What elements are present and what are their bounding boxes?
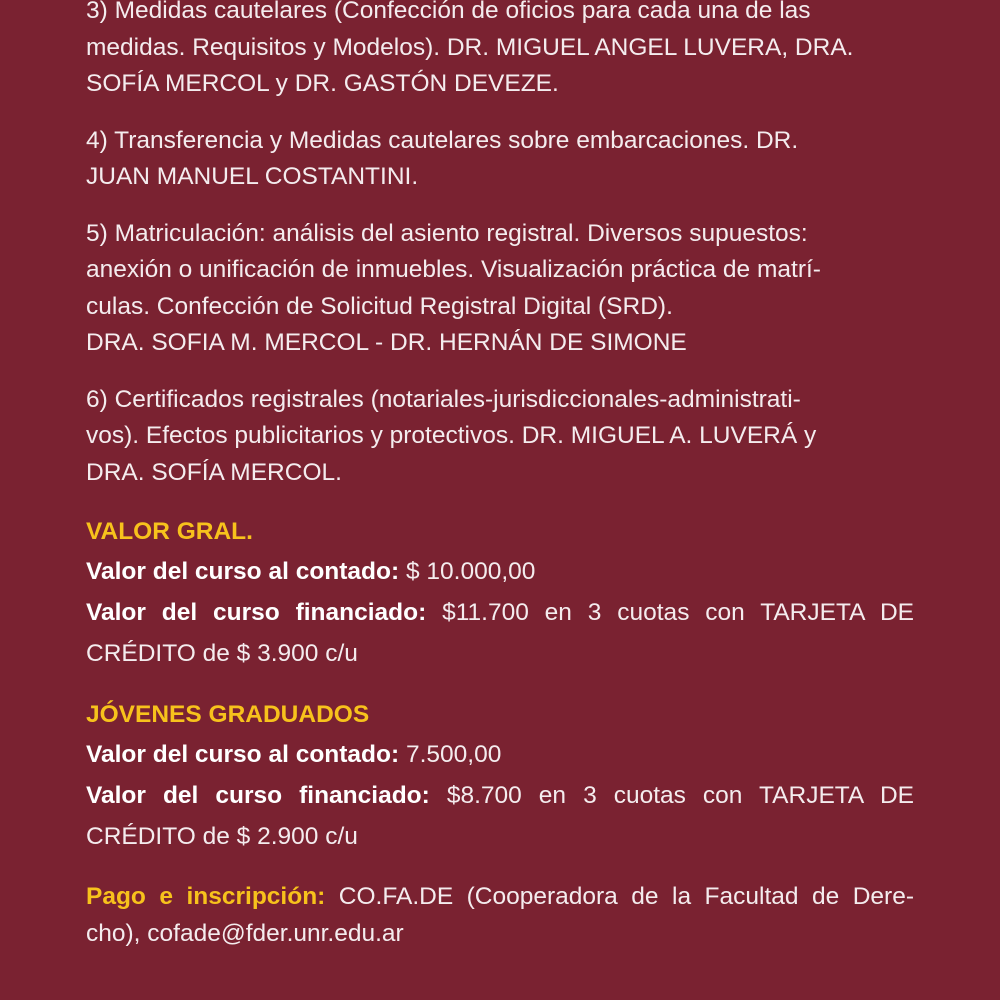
- valor-gral-financiado-line-1: [86, 592, 914, 633]
- pago-value-1: CO.FA.DE (Cooperadora de la Facultad de Dere-: [325, 883, 914, 910]
- module-item-6-line-2: vos). Efectos publicitarios y protectivos. DR. MIGUEL A. LUVERÁ y: [86, 422, 817, 449]
- module-item-5-line-2: anexión o unificación de inmuebles. Visualización práctica de matrí-: [86, 256, 821, 283]
- valor-gral-contado: [86, 551, 914, 592]
- pago-inscripcion: [86, 879, 914, 952]
- module-item-6-line-3: DRA. SOFÍA MERCOL.: [86, 458, 342, 486]
- jovenes-graduados-heading: JÓVENES GRADUADOS: [86, 701, 370, 728]
- valor-gral-contado-label: Valor del curso al contado:: [86, 558, 400, 585]
- module-item-4-line-2: JUAN MANUEL COSTANTINI.: [86, 163, 419, 190]
- jovenes-financiado: [86, 775, 914, 857]
- jovenes-contado-label: Valor del curso al contado:: [86, 741, 400, 768]
- valor-gral-financiado-value-1: $11.700 en 3 cuotas con TARJETA DE: [426, 599, 914, 626]
- module-item-5-line-4: DRA. SOFIA M. MERCOL - DR. HERNÁN DE SIMONE: [86, 329, 687, 356]
- module-item-4-line-1: 4) Transferencia y Medidas cautelares sobre embarcaciones. DR.: [86, 126, 799, 154]
- valor-gral-financiado-value-2: CRÉDITO de $ 3.900 c/u: [86, 640, 358, 667]
- pago-label: Pago e inscripción:: [86, 883, 326, 910]
- module-item-3: [86, 0, 914, 103]
- module-item-4: [86, 123, 914, 196]
- pago-value-2[interactable]: cho), cofade@fder.unr.edu.ar: [86, 919, 404, 947]
- jovenes-financiado-line-1: [86, 775, 914, 816]
- jovenes-financiado-value-2: CRÉDITO de $ 2.900 c/u: [86, 823, 358, 850]
- module-item-5: [86, 216, 914, 362]
- jovenes-financiado-value-1: $8.700 en 3 cuotas con TARJETA DE: [429, 782, 914, 809]
- valor-gral-heading: VALOR GRAL.: [86, 518, 253, 545]
- jovenes-contado: [86, 734, 914, 775]
- valor-gral-contado-value: $ 10.000,00: [399, 558, 536, 585]
- valor-gral-financiado-label: Valor del curso financiado:: [86, 599, 427, 626]
- pago-line-1: [86, 879, 914, 916]
- module-item-3-line-3: SOFÍA MERCOL y DR. GASTÓN DEVEZE.: [86, 70, 559, 97]
- module-item-6-line-1: 6) Certificados registrales (notariales-jurisdiccionales-administrati-: [86, 385, 801, 413]
- module-item-6: [86, 382, 914, 492]
- module-item-3-line-2: medidas. Requisitos y Modelos). DR. MIGUEL ANGEL LUVERA, DRA.: [86, 33, 854, 61]
- jovenes-financiado-label: Valor del curso financiado:: [86, 782, 430, 809]
- jovenes-contado-value: 7.500,00: [399, 741, 502, 768]
- module-item-5-line-1: 5) Matriculación: análisis del asiento registral. Diversos supuestos:: [86, 219, 808, 247]
- module-item-5-line-3: culas. Confección de Solicitud Registral Digital (SRD).: [86, 292, 673, 320]
- module-item-3-line-1: 3) Medidas cautelares (Confección de oficios para cada una de las: [86, 0, 811, 24]
- valor-gral-financiado: [86, 592, 914, 674]
